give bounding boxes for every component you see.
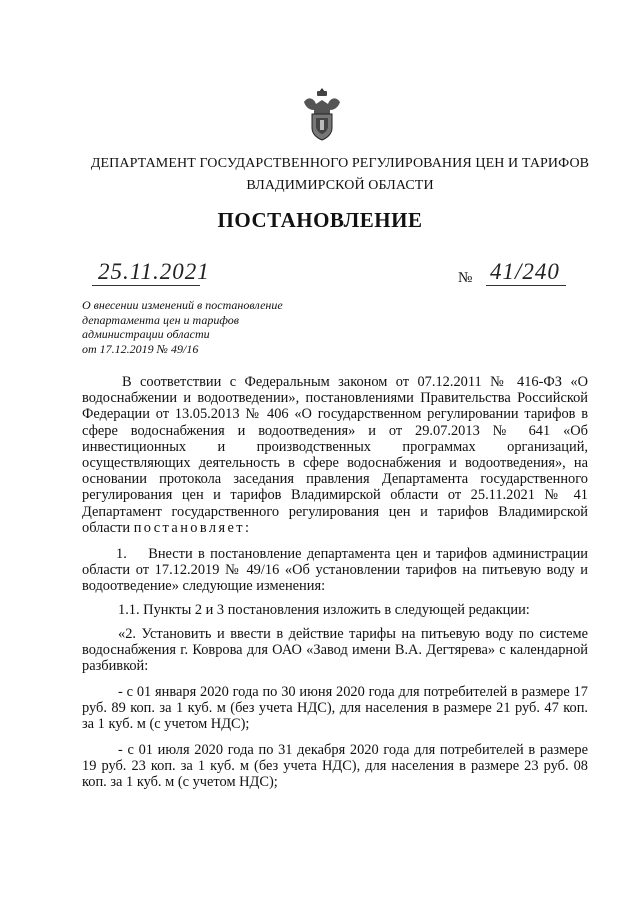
subject-line: администрации области bbox=[82, 327, 210, 342]
subject-line: О внесении изменений в постановление bbox=[82, 298, 283, 312]
department-name-line1: ДЕПАРТАМЕНТ ГОСУДАРСТВЕННОГО РЕГУЛИРОВАНИЯ ЦЕН И ТАРИФОВ bbox=[90, 156, 590, 171]
resolves-word: постановляет: bbox=[133, 519, 252, 536]
number-underline bbox=[486, 285, 566, 286]
document-number: 41/240 bbox=[490, 259, 560, 284]
document-date: 25.11.2021 bbox=[98, 259, 210, 284]
item-2-paragraph: «2. Установить и ввести в действие тарифы на питьевую воду по системе водоснабжения г. Коврова для ОАО «Завод имени В.А. Дегтярева» с календарной разбивкой: bbox=[82, 626, 588, 675]
item-1-paragraph: 1. Внести в постановление департамента цен и тарифов администрации области от 17.12.2019 № 49/16 «Об установлении тарифов на питьевую воду и водоотведение» следующие изменения: bbox=[82, 546, 588, 595]
date-underline bbox=[92, 285, 200, 286]
subject-line: от 17.12.2019 № 49/16 bbox=[82, 341, 199, 356]
number-sign: № bbox=[458, 270, 473, 286]
item-1-1-paragraph: 1.1. Пункты 2 и 3 постановления изложить в следующей редакции: bbox=[118, 602, 530, 618]
document-subject bbox=[82, 298, 322, 356]
preamble-text: В соответствии с Федеральным законом от 07.12.2011 № 416-ФЗ «О водоснабжении и водоотведении», постановлениями Правительства Российской Федерации от 13.05.2013 № 406 «О государственном регулировании тарифов в сфере водоснабжения и водоотведения» и от 29.07.2013 № 641 «Об инвестиционных и производственных программах организаций, осуществляющих деятельность в сфере водоснабжения и водоотведения», на основании протокола заседания правления Департамента государственного регулирования цен и тарифов Владимирской области от 25.11.2021 № 41 Департамент государственного регулирования цен и тарифов Владимирской области bbox=[82, 374, 588, 536]
department-name-line2: ВЛАДИМИРСКОЙ ОБЛАСТИ bbox=[246, 178, 434, 193]
preamble-paragraph bbox=[82, 374, 588, 536]
subject-line: департамента цен и тарифов bbox=[82, 312, 239, 327]
document-type-title: ПОСТАНОВЛЕНИЕ bbox=[217, 208, 423, 232]
coat-of-arms-icon bbox=[300, 86, 344, 142]
tariff-period-second-half: - с 01 июля 2020 года по 31 декабря 2020 года для потребителей в размере 19 руб. 23 коп. за 1 куб. м (без учета НДС), для населения в размере 23 руб. 08 коп. за 1 куб. м (с учетом НДС); bbox=[82, 742, 588, 791]
tariff-period-first-half: - с 01 января 2020 года по 30 июня 2020 года для потребителей в размере 17 руб. 89 коп. за 1 куб. м (без учета НДС), для населения в размере 21 руб. 47 коп. за 1 куб. м (с учетом НДС); bbox=[82, 684, 588, 733]
